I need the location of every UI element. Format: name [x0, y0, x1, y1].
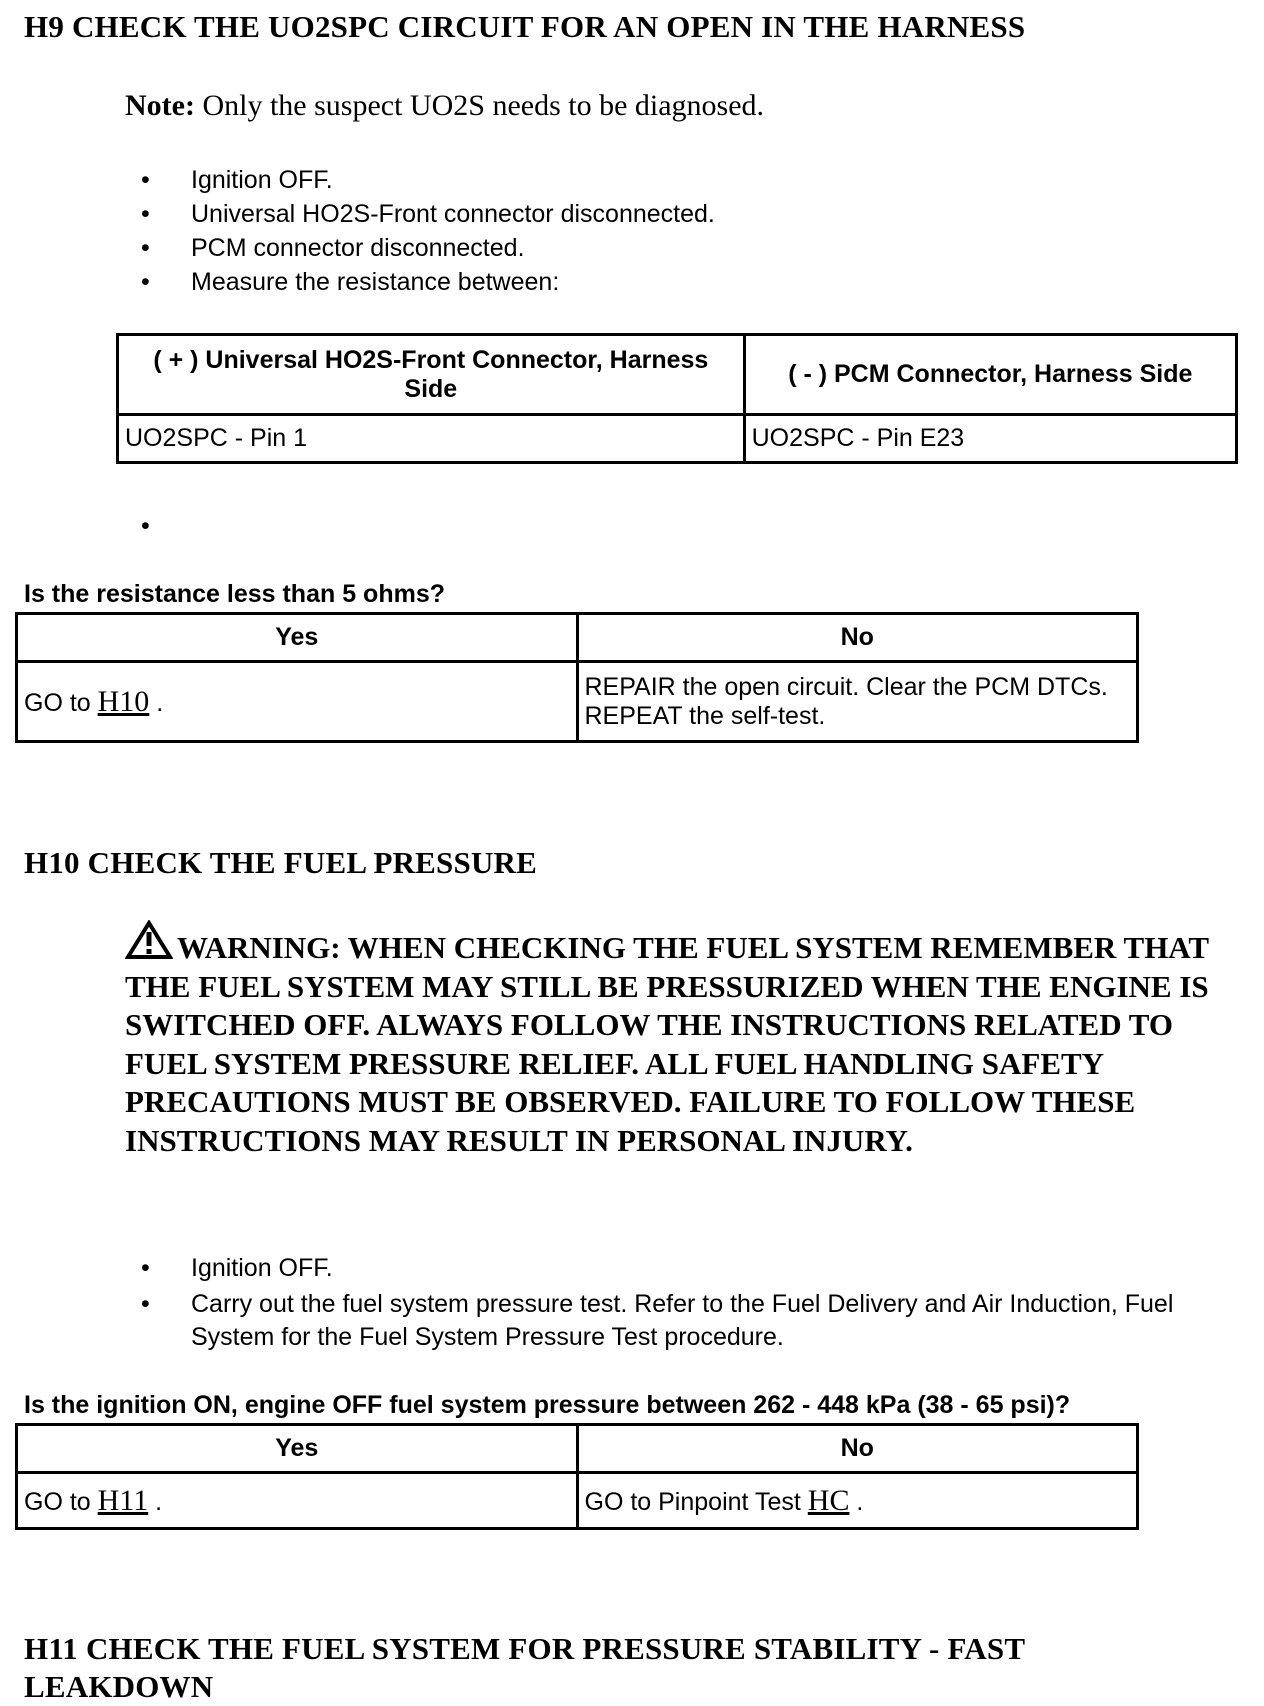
measure-header-negative: ( - ) PCM Connector, Harness Side — [744, 335, 1236, 415]
h10-answer-table — [15, 1423, 1139, 1530]
h9-note — [125, 89, 764, 123]
h9-bullet: • Measure the resistance between: — [141, 268, 560, 296]
h10-bullet: • Carry out the fuel system pressure test. Refer to the Fuel Delivery and Air Induction, Fuel System for the Fuel System Pressure Test procedure. — [141, 1290, 1174, 1351]
yes-header: Yes — [17, 1425, 578, 1473]
measure-cell-positive: UO2SPC - Pin 1 — [118, 415, 745, 463]
h10-question: Is the ignition ON, engine OFF fuel system pressure between 262 - 448 kPa (38 - 65 psi)? — [24, 1391, 1071, 1419]
h9-bullet: • PCM connector disconnected. — [141, 234, 525, 262]
note-text: Only the suspect UO2S needs to be diagnosed. — [194, 89, 765, 122]
no-cell: REPAIR the open circuit. Clear the PCM DTCs. REPEAT the self-test. — [577, 662, 1138, 742]
note-label: Note: — [125, 89, 195, 122]
hc-link[interactable]: HC — [807, 1483, 850, 1517]
h9-question: Is the resistance less than 5 ohms? — [24, 580, 445, 608]
h9-bullet: • Ignition OFF. — [141, 166, 333, 194]
h11-link[interactable]: H11 — [97, 1483, 149, 1517]
measure-header-positive: ( + ) Universal HO2S-Front Connector, Harness Side — [118, 335, 745, 415]
no-header: No — [577, 1425, 1138, 1473]
warning-triangle-icon — [125, 920, 173, 960]
h10-warning: WARNING: WHEN CHECKING THE FUEL SYSTEM REMEMBER THAT THE FUEL SYSTEM MAY STILL BE PRESSURIZED WHEN THE ENGINE IS SWITCHED OFF. ALWAYS FOLLOW THE INSTRUCTIONS RELATED TO FUEL SYSTEM PRESSURE RELIEF. ALL FUEL HANDLING SAFETY PRECAUTIONS MUST BE OBSERVED. FAILURE TO FOLLOW THESE INSTRUCTIONS MAY RESULT IN PERSONAL INJURY. — [125, 920, 1245, 1160]
measure-table — [116, 333, 1238, 464]
yes-cell: GO to H11 . — [17, 1473, 578, 1529]
h10-heading: H10 CHECK THE FUEL PRESSURE — [24, 845, 537, 880]
no-header: No — [577, 614, 1138, 662]
h9-heading: H9 CHECK THE UO2SPC CIRCUIT FOR AN OPEN IN THE HARNESS — [24, 9, 1026, 44]
h10-link[interactable]: H10 — [97, 684, 150, 718]
h9-answer-table — [15, 612, 1139, 743]
h9-bullet: • Universal HO2S-Front connector disconnected. — [141, 200, 715, 228]
h10-bullet: • Ignition OFF. — [141, 1254, 333, 1282]
yes-header: Yes — [17, 614, 578, 662]
no-cell: GO to Pinpoint Test HC . — [577, 1473, 1138, 1529]
measure-cell-negative: UO2SPC - Pin E23 — [744, 415, 1236, 463]
h11-heading: H11 CHECK THE FUEL SYSTEM FOR PRESSURE STABILITY - FAST LEAKDOWN — [24, 1631, 1025, 1704]
yes-cell: GO to H10 . — [17, 662, 578, 742]
